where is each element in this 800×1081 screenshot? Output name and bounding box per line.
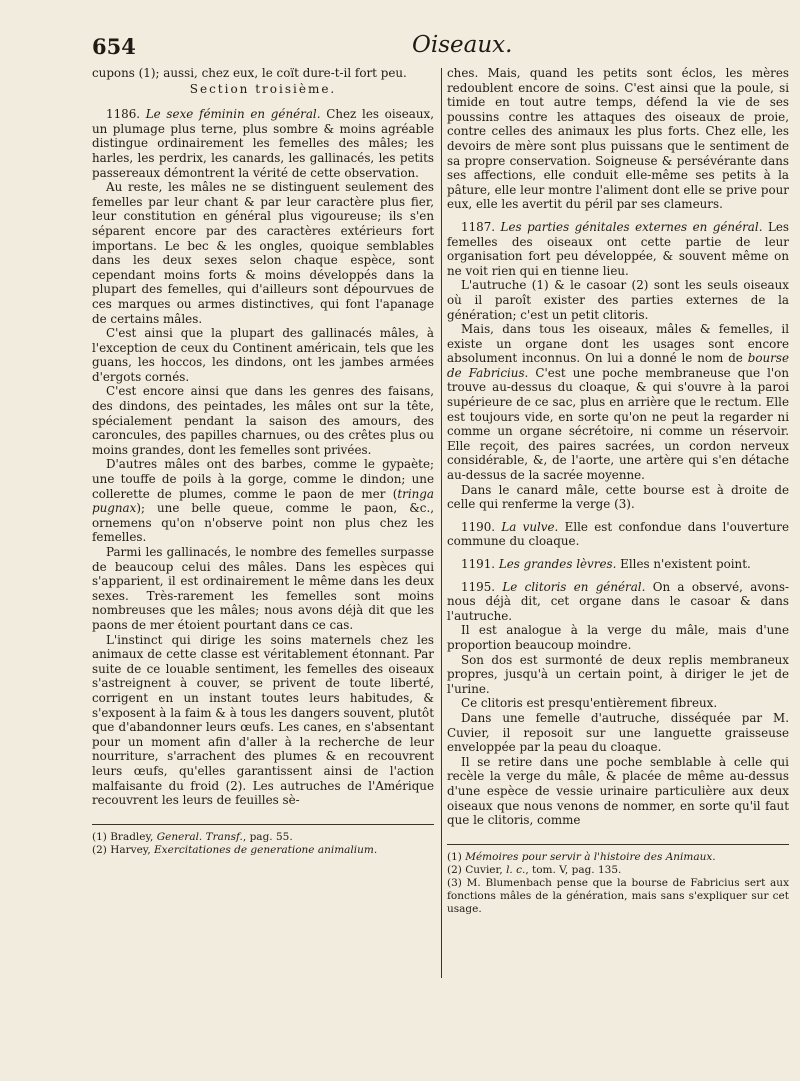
paragraph-text: On a observé, avons-nous déjà dit, cet organe dans le casoar & dans l'autruche. [447,579,789,623]
text-run: Mais, dans tous les oiseaux, mâles & femelles, il existe un organe dont les usages sont encore absolument inconnus. On lui a donné le nom de [447,322,789,366]
footnote [447,851,789,864]
article-title: Le sexe féminin en général. [145,107,321,122]
paragraph-text: Chez les oiseaux, un plumage plus terne, plus sombre & moins agréable distingue ordinairement les femelles des mâles; les harles, les perdrix, les canards, les gallinacés, les petits passereaux démontrent la vérité de cette observation. [92,107,435,180]
article-title: Les parties génitales externes en général. [500,219,763,234]
footnote [92,844,434,857]
paragraph: L'instinct qui dirige les soins maternels chez les animaux de cette classe est véritablement étonnant. Par suite de ce louable sentiment, les femelles des oiseaux s'astreignent à couver, se privent de toute liberté, corrigent en un instant toutes leurs habitudes, & s'exposent à la faim & à tous les dangers souvent, plutôt que d'abandonner leurs œufs. Les canes, en s'absentant pour un moment afin d'aller à la recherche de leur nourriture, s'arrachent des plumes & en recouvrent leurs œufs, qu'elles garantissent ainsi de l'action malfaisante du froid (2). Les autruches de l'Amérique recouvrent les leurs de feuilles sè- [92,632,434,808]
paragraph-1195 [447,580,789,624]
footnote-number: (2) [447,863,462,876]
paragraph-1191 [447,557,789,572]
running-title: Oiseaux. [412,32,513,58]
article-title: La vulve. [501,519,559,534]
footnote [447,864,789,877]
right-column [447,66,789,916]
paragraph: Il est analogue à la verge du mâle, mais d'une proportion beaucoup moindre. [447,623,789,652]
paragraph-1190 [447,520,789,549]
text-run: D'autres mâles ont des barbes, comme le gypaète; une touffe de poils à la gorge, comme le dindon; une collerette de plumes, comme le paon de mer ( [92,457,434,501]
column-divider [441,68,442,978]
article-title: Le clitoris en général. [502,579,646,594]
paragraph: Au reste, les mâles ne se distinguent seulement des femelles par leur chant & par leur caractère plus fier, leur constitution en général plus vigoureuse; ils s'en séparent encore par des caractères extérieurs fort importans. Le bec & les ongles, quoique semblables dans les deux sexes selon chaque espèce, sont cependant moins forts & moins développés dans la plupart des femelles, qui d'ailleurs sont dépourvues de ces marques ou armes distinctives, qui font l'apanage de certains mâles. [92,180,434,326]
paragraph: Dans le canard mâle, cette bourse est à droite de celle qui renferme la verge (3). [447,482,789,512]
footnote-text: , pag. 55. [242,830,293,843]
article-title: Les grandes lèvres. [498,557,617,571]
footnote-title: l. c. [506,863,526,876]
paragraph: ches. Mais, quand les petits sont éclos, les mères redoublent encore de soins. C'est ainsi que la poule, si timide en tout autre temps, défend la vie de ses poussins contre les attaques des oiseaux de proie, contre celles des animaux les plus forts. Chez elle, les devoirs de mère sont plus puissans que le sentiment de sa propre conservation. Soigneuse & persévérante dans ses affections, elle conduit elle-même ses petits à la pâture, elle leur montre l'aliment dont elle se prive pour eux, elle les avertit du péril par ses clameurs. [447,66,789,212]
paragraph: Parmi les gallinacés, le nombre des femelles surpasse de beaucoup celui des mâles. Dans les espèces qui s'apparient, il est ordinairement le même dans les deux sexes. Très-rarement les femelles sont moins nombreuses que les mâles; nous avons déjà dit que les paons de mer étoient pourtant dans ce cas. [92,545,434,632]
paragraph-text: Les femelles des oiseaux ont cette partie de leur organisation fort peu développée, & souvent même on ne voit rien qui en tienne lieu. [447,219,790,278]
paragraph [447,322,789,483]
footnote-text: Harvey, [106,843,155,856]
paragraph: cupons (1); aussi, chez eux, le coït dure-t-il fort peu. [92,66,407,80]
paragraph-1187 [447,220,789,278]
footnote-number: (3) [447,876,462,889]
footnote-title: Exercitationes de generatione animalium. [154,843,378,856]
section-heading: Section troisième. [189,81,337,96]
article-number: 1186. [106,107,141,122]
latin-name: tringa pugnax [92,486,434,516]
paragraph: C'est ainsi que la plupart des gallinacés mâles, à l'exception de ceux du Continent américain, tels que les guans, les hoccos, les dindons, ont les jambes armées d'ergots cornés. [92,326,434,384]
text-run: . C'est une poche membraneuse que l'on trouve au-dessus du cloaque, & qui s'ouvre à la paroi supérieure de ce sac, plus en arrière que le rectum. Elle est toujours vide, en sorte qu'on ne peut la regarder ni comme un organe sécrétoire, ni comme un réservoir. Elle reçoit, des paires sacrées, un cordon nerveux considérable, &, de l'aorte, une artère qui s'en détache au-dessus de la sacrée moyenne. [447,365,789,483]
paragraph-1186 [92,107,434,180]
organ-name: bourse de Fabricius [447,351,789,380]
paragraph: Ce clitoris est presqu'entièrement fibreux. [461,696,718,711]
text-run: ); une belle queue, comme le paon, &c., ornemens qu'on n'observe point non plus chez les femelles. [92,501,434,545]
page-number: 654 [92,34,136,59]
footnote-number: (2) [92,843,107,856]
page-header [92,34,782,64]
footnote-number: (1) [447,850,462,863]
footnote-title: General. Transf. [156,830,243,843]
left-column [92,66,434,857]
footnote-text: Bradley, [106,830,157,843]
article-number: 1187. [461,219,496,234]
footnotes [92,824,434,857]
footnote-text: M. Blumenbach pense que la bourse de Fabricius sert aux fonctions mâles de la génération, mais sans s'expliquer sur cet usage. [447,876,789,915]
article-number: 1195. [461,579,496,594]
paragraph [92,457,434,545]
footnotes [447,844,789,916]
footnote-number: (1) [92,830,107,843]
paragraph: C'est encore ainsi que dans les genres des faisans, des dindons, des peintades, les mâles ont sur la tête, spécialement pendant la saison des amours, des caroncules, des papilles charnues, ou des crêtes plus ou moins grandes, dont les femelles sont privées. [92,384,434,457]
footnote-text: Cuvier, [461,863,507,876]
footnote-text: , tom. V, pag. 135. [525,863,622,876]
paragraph-text: Elle est confondue dans l'ouverture commune du cloaque. [447,519,789,549]
footnote [92,831,434,844]
paragraph-text: Elles n'existent point. [616,557,751,571]
article-number: 1190. [461,519,496,534]
paragraph: Son dos est surmonté de deux replis membraneux propres, jusqu'à un certain point, à diriger le jet de l'urine. [447,652,789,696]
footnote [447,877,789,916]
paragraph: Il se retire dans une poche semblable à celle qui recèle la verge du mâle, & placée de même au-dessus d'une espèce de vessie urinaire particulière aux deux oiseaux que nous venons de nommer, en sorte qu'il faut que le clitoris, comme [447,754,789,828]
footnote-title: Mémoires pour servir à l'histoire des Animaux. [465,850,716,863]
article-number: 1191. [461,557,496,571]
paragraph: Dans une femelle d'autruche, disséquée par M. Cuvier, il reposoit sur une languette graisseuse enveloppée par la peau du cloaque. [447,710,789,755]
paragraph: L'autruche (1) & le casoar (2) sont les seuls oiseaux où il paroît exister des parties externes de la génération; c'est un petit clitoris. [447,278,789,322]
